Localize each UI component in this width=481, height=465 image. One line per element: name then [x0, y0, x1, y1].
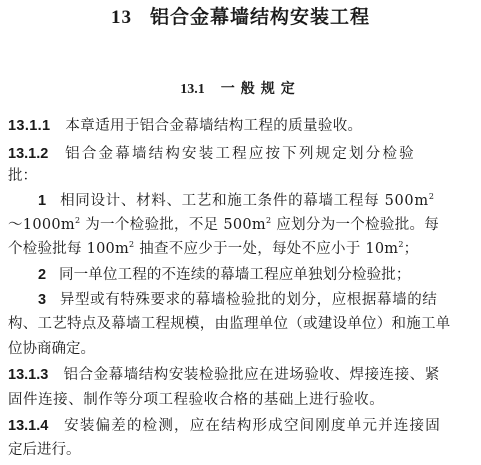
list-item-1-line1: 1 相同设计、材料、工艺和施工条件的幕墙工程每 $500m^2$ — [38, 192, 435, 209]
clause-number: 13.1.2 — [8, 146, 49, 162]
list-item-3-line2: 构、工艺特点及幕墙工程规模，由监理单位（或建设单位）和施工单 — [8, 316, 451, 332]
list-item-2: 2 同一单位工程的不连续的幕墙工程应单独划分检验批； — [38, 267, 411, 283]
chapter-number: 13 — [110, 7, 132, 28]
list-item-3-line3: 位协商确定。 — [8, 341, 95, 357]
clause-13-1-4 — [8, 416, 441, 436]
list-item-1-line2: $\sim 1000m^2$ 为一个检验批，不足 $500m^2$ 应划分为一个检验批。每 — [8, 216, 440, 233]
list-item-3-line1: 3 异型或有特殊要求的幕墙检验批的划分，应根据幕墙的结 — [38, 292, 438, 308]
clause-text-line1: 铝合金幕墙结构安装检验批应在进场验收、焊接连接、紧 — [63, 367, 440, 383]
clause-text-line2: 批： — [8, 168, 37, 184]
clause-text: 本章适用于铝合金幕墙结构工程的质量验收。 — [65, 118, 363, 134]
section-heading — [0, 78, 481, 98]
clause-text-line1: 安装偏差的检测，应在结构形成空间刚度单元并连接固 — [64, 418, 441, 434]
list-item-1-line3: 个检验批每 $100m^2$ 抽查不应少于一处，每处不应小于 $10m^2$； — [8, 240, 419, 257]
clause-number: 13.1.3 — [8, 367, 49, 383]
clause-text-line1: 铝合金幕墙结构安装工程应按下列规定划分检验 — [65, 146, 416, 162]
section-number: 13.1 — [180, 82, 205, 97]
clause-number: 13.1.4 — [8, 418, 49, 434]
item-number: 2 — [38, 267, 47, 283]
clause-text-line2: 定后进行。 — [8, 442, 81, 458]
clause-13-1-3 — [8, 365, 440, 385]
item-number: 1 — [38, 193, 47, 209]
chapter-title: 铝合金幕墙结构安装工程 — [149, 6, 370, 28]
item-number: 3 — [38, 292, 47, 308]
clause-13-1-2 — [8, 144, 416, 164]
clause-number: 13.1.1 — [8, 118, 51, 134]
clause-13-1-1 — [8, 116, 362, 136]
chapter-heading — [0, 2, 481, 29]
clause-text-line2: 固件连接、制作等分项工程验收合格的基础上进行验收。 — [8, 392, 385, 408]
section-title: 一般规定 — [220, 81, 301, 97]
